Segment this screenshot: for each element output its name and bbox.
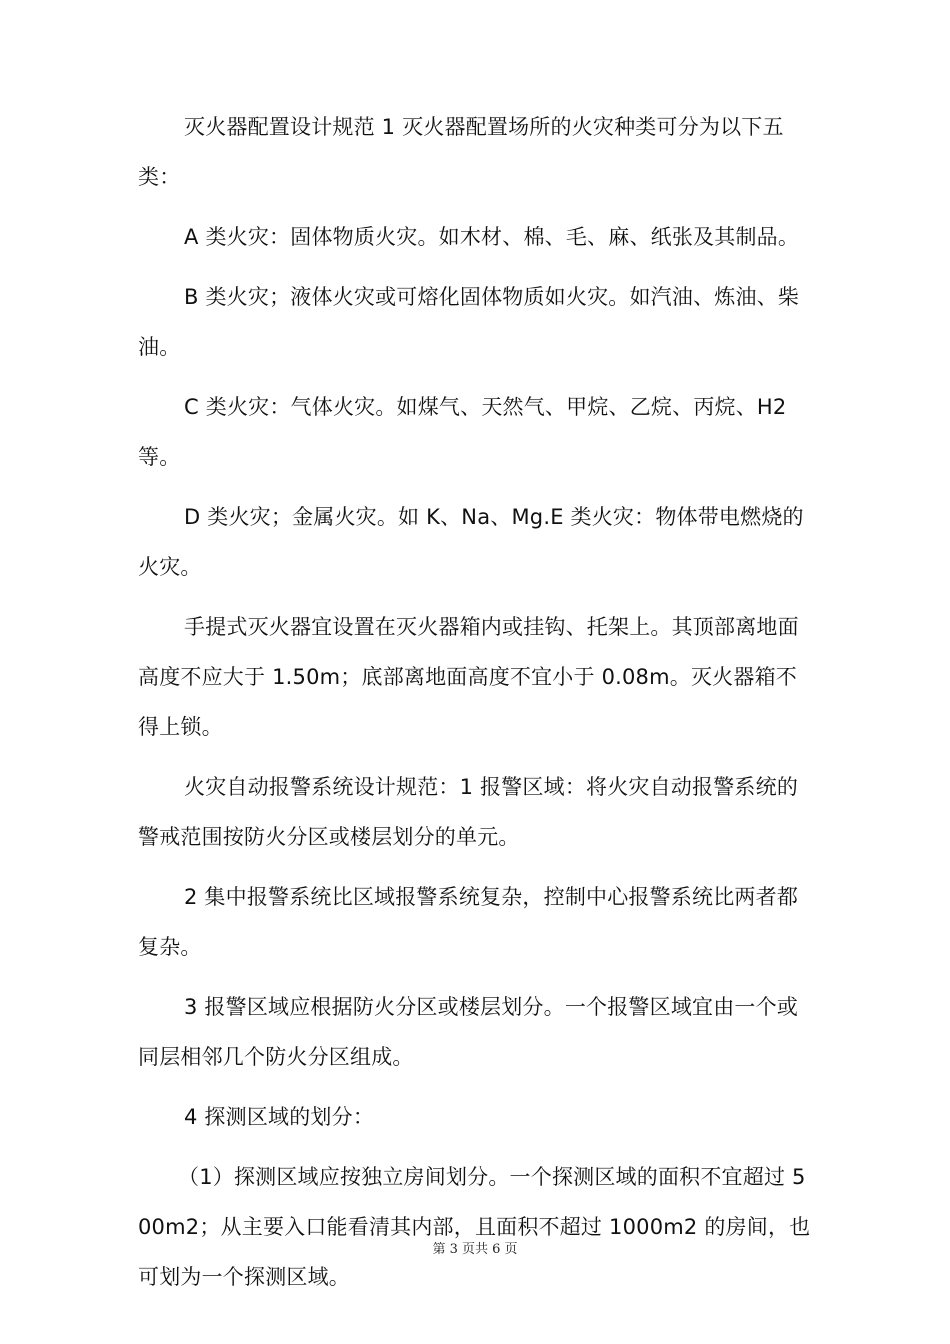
paragraph-detection-zone-heading: 4 探测区域的划分：	[184, 1105, 375, 1129]
document-body	[138, 102, 814, 1312]
paragraph-extinguisher-placement: 手提式灭火器宜设置在灭火器箱内或挂钩、托架上。其顶部离地面高度不应大于 1.50m；底部离地面高度不宜小于 0.08m。灭火器箱不得上锁。	[138, 615, 799, 739]
paragraph-fire-classification-intro: 灭火器配置设计规范 1 灭火器配置场所的火灾种类可分为以下五类：	[138, 115, 784, 189]
page-number-footer: 第 3 页共 6 页	[432, 1242, 518, 1257]
paragraph-alarm-zone-definition: 火灾自动报警系统设计规范：1 报警区域：将火灾自动报警系统的警戒范围按防火分区或楼层划分的单元。	[138, 775, 799, 849]
paragraph-alarm-zone-division: 3 报警区域应根据防火分区或楼层划分。一个报警区域宜由一个或同层相邻几个防火分区组成。	[138, 995, 799, 1069]
paragraph-detection-zone-rule-1: （1）探测区域应按独立房间划分。一个探测区域的面积不宜超过 500m2；从主要入口能看清其内部，且面积不超过 1000m2 的房间，也可划为一个探测区域。	[138, 1165, 811, 1289]
paragraph-class-c-fire: C 类火灾：气体火灾。如煤气、天然气、甲烷、乙烷、丙烷、H2 等。	[138, 395, 787, 469]
paragraph-class-d-e-fire: D 类火灾；金属火灾。如 K、Na、Mg.E 类火灾：物体带电燃烧的火灾。	[138, 505, 804, 579]
paragraph-class-b-fire: B 类火灾；液体火灾或可熔化固体物质如火灾。如汽油、炼油、柴油。	[138, 285, 800, 359]
paragraph-alarm-system-complexity: 2 集中报警系统比区域报警系统复杂，控制中心报警系统比两者都复杂。	[138, 885, 799, 959]
paragraph-class-a-fire: A 类火灾：固体物质火灾。如木材、棉、毛、麻、纸张及其制品。	[184, 225, 800, 249]
